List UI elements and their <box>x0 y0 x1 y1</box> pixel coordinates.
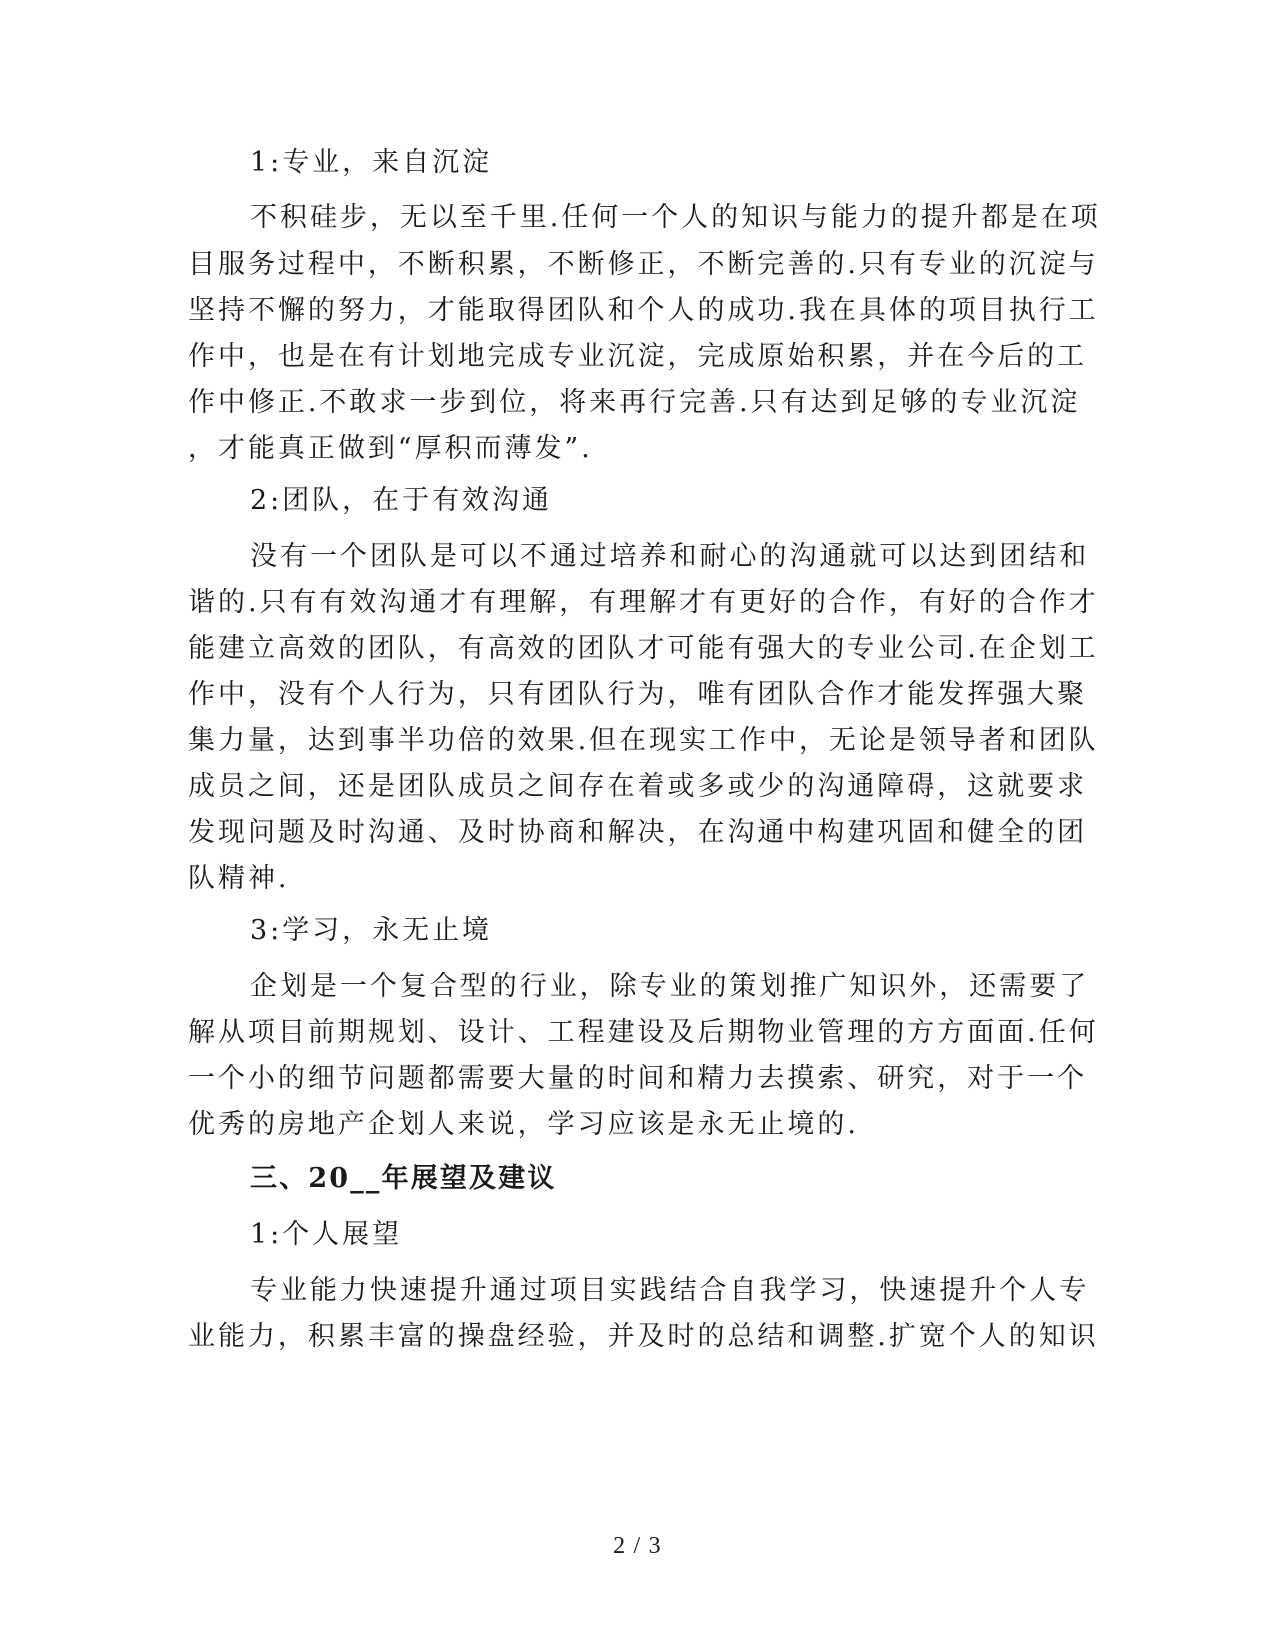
chapter-heading: 三、20__年展望及建议 <box>250 1163 557 1194</box>
paragraph-line: 不积硅步，无以至千里.任何一个人的知识与能力的提升都是在项 <box>250 202 1101 233</box>
paragraph-line: 一个小的细节问题都需要大量的时间和精力去摸索、研究，对于一个 <box>188 1063 1088 1094</box>
paragraph-line: 作中修正.不敢求一步到位，将来再行完善.只有达到足够的专业沉淀 <box>188 387 1081 418</box>
paragraph-line: 队精神. <box>188 863 290 894</box>
page-number: 2 / 3 <box>613 1533 662 1559</box>
paragraph-line: 企划是一个复合型的行业，除专业的策划推广知识外，还需要了 <box>250 971 1090 1002</box>
paragraph-line: 目服务过程中，不断积累，不断修正，不断完善的.只有专业的沉淀与 <box>188 249 1099 280</box>
paragraph-line: 集力量，达到事半功倍的效果.但在现实工作中，无论是领导者和团队 <box>188 725 1099 756</box>
paragraph-line: 解从项目前期规划、设计、工程建设及后期物业管理的方方面面.任何 <box>188 1017 1099 1048</box>
paragraph-line: 谐的.只有有效沟通才有理解，有理解才有更好的合作，有好的合作才 <box>188 587 1099 618</box>
section-heading-4: 1:个人展望 <box>250 1219 403 1250</box>
paragraph-line: 成员之间，还是团队成员之间存在着或多或少的沟通障碍，这就要求 <box>188 771 1088 802</box>
paragraph-line: 坚持不懈的努力，才能取得团队和个人的成功.我在具体的项目执行工 <box>188 295 1099 326</box>
paragraph-line: ，才能真正做到“厚积而薄发”. <box>188 433 593 464</box>
paragraph-line: 作中，没有个人行为，只有团队行为，唯有团队合作才能发挥强大聚 <box>188 679 1088 710</box>
section-heading-3: 3:学习，永无止境 <box>250 915 493 946</box>
section-heading-1: 1:专业，来自沉淀 <box>250 147 493 178</box>
paragraph-line: 专业能力快速提升通过项目实践结合自我学习，快速提升个人专 <box>250 1275 1090 1306</box>
paragraph-line: 能建立高效的团队，有高效的团队才可能有强大的专业公司.在企划工 <box>188 633 1099 664</box>
paragraph-line: 业能力，积累丰富的操盘经验，并及时的总结和调整.扩宽个人的知识 <box>188 1321 1099 1352</box>
section-heading-2: 2:团队，在于有效沟通 <box>250 485 552 516</box>
paragraph-line: 优秀的房地产企划人来说，学习应该是永无止境的. <box>188 1109 859 1140</box>
paragraph-line: 作中，也是在有计划地完成专业沉淀，完成原始积累，并在今后的工 <box>188 341 1088 372</box>
paragraph-line: 没有一个团队是可以不通过培养和耐心的沟通就可以达到团结和 <box>250 541 1090 572</box>
paragraph-line: 发现问题及时沟通、及时协商和解决，在沟通中构建巩固和健全的团 <box>188 817 1088 848</box>
